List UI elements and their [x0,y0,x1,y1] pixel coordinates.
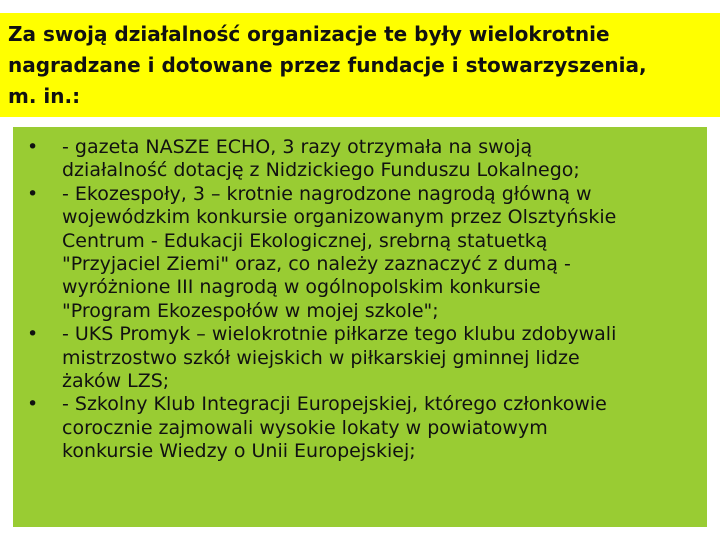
bullet-icon: • [27,323,39,346]
bullet-line: - gazeta NASZE ECHO, 3 razy otrzymała na swoją [62,136,533,158]
content-box [13,127,707,527]
title-line: Za swoją działalność organizacje te były wielokrotnie [8,22,610,46]
bullet-line: wojewódzkim konkursie organizowanym przez Olsztyńskie [62,206,617,229]
bullet-icon: • [27,393,39,416]
bullet-line: Centrum - Edukacji Ekologicznej, srebrną statuetką [62,229,548,252]
bullet-list [27,136,697,464]
bullet-line: corocznie zajmowali wysokie lokaty w powiatowym [62,416,548,439]
bullet-item [27,393,697,463]
bullet-line: - UKS Promyk – wielokrotnie piłkarze tego klubu zdobywali [62,323,617,346]
bullet-line: - Szkolny Klub Integracji Europejskiej, którego członkowie [62,393,607,416]
title-line: m. in.: [8,84,81,108]
bullet-item [27,136,697,183]
bullet-item [27,183,697,323]
bullet-line: "Przyjaciel Ziemi" oraz, co należy zaznaczyć z dumą - [62,253,571,276]
bullet-line: wyróżnione III nagrodą w ogólnopolskim konkursie [62,276,541,299]
bullet-item [27,323,697,393]
bullet-line: konkursie Wiedzy o Unii Europejskiej; [62,440,416,463]
bullet-line: "Program Ekozespołów w mojej szkole"; [62,299,439,322]
title-box [0,13,720,117]
bullet-line: - Ekozespoły, 3 – krotnie nagrodzone nagrodą główną w [62,182,592,205]
slide-title [8,19,712,112]
title-line: nagradzane i dotowane przez fundacje i stowarzyszenia, [8,53,647,77]
bullet-icon: • [27,182,39,205]
bullet-line: żaków LZS; [62,370,170,393]
bullet-icon: • [27,136,39,158]
bullet-line: mistrzostwo szkół wiejskich w piłkarskiej gminnej lidze [62,346,580,369]
bullet-line: działalność dotację z Nidzickiego Funduszu Lokalnego; [62,159,580,182]
